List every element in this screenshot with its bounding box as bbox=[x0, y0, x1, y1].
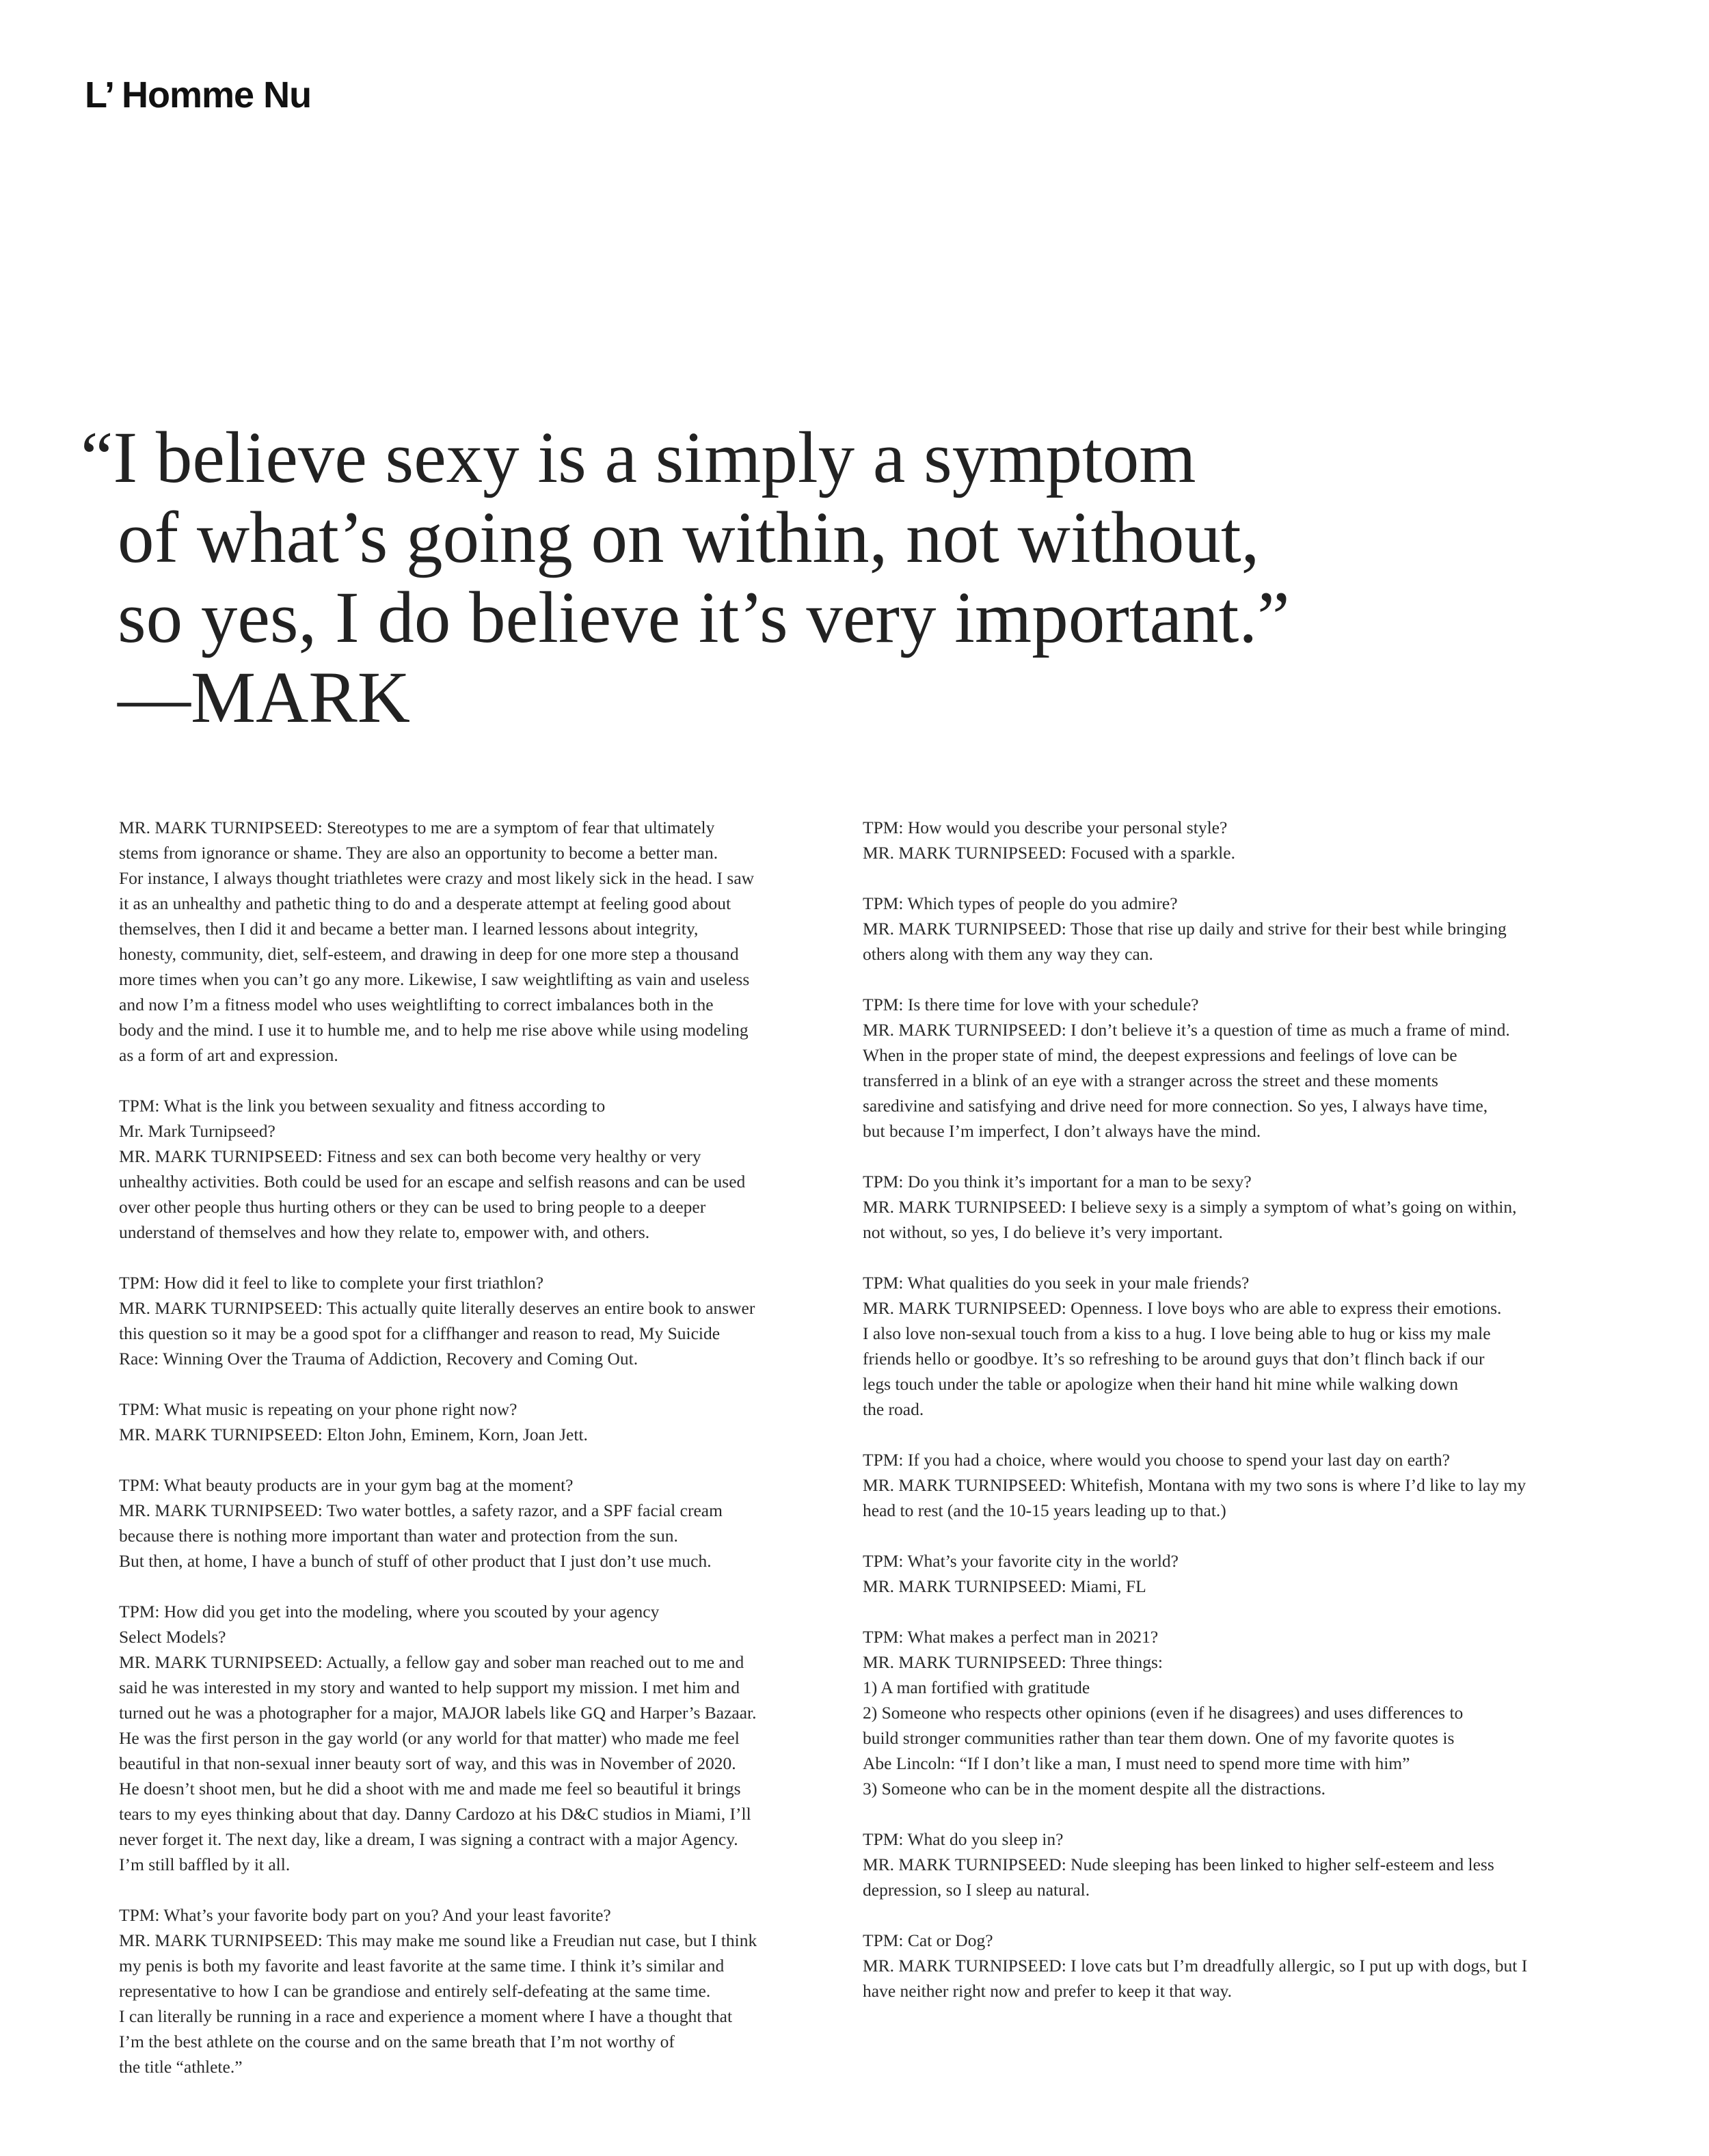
text-line: When in the proper state of mind, the deepest expressions and feelings of love can be bbox=[863, 1045, 1457, 1065]
text-line: TPM: What qualities do you seek in your male friends? bbox=[863, 1273, 1250, 1293]
text-line: TPM: Is there time for love with your schedule? bbox=[863, 995, 1199, 1014]
interview-paragraph bbox=[863, 1827, 1601, 1902]
interview-right-column bbox=[863, 815, 1601, 2029]
interview-paragraph bbox=[119, 1472, 844, 1574]
text-line: MR. MARK TURNIPSEED: Nude sleeping has been linked to higher self-esteem and less bbox=[863, 1855, 1494, 1874]
text-line: I can literally be running in a race and experience a moment where I have a thought that bbox=[119, 2006, 733, 2026]
interview-paragraph bbox=[863, 815, 1601, 865]
text-line: build stronger communities rather than tear them down. One of my favorite quotes is bbox=[863, 1728, 1455, 1748]
text-line: TPM: What’s your favorite city in the world? bbox=[863, 1551, 1179, 1571]
text-line: He was the first person in the gay world (or any world for that matter) who made me feel bbox=[119, 1728, 740, 1748]
text-line: 3) Someone who can be in the moment despite all the distractions. bbox=[863, 1779, 1326, 1798]
interview-paragraph bbox=[863, 1169, 1601, 1245]
text-line: stems from ignorance or shame. They are also an opportunity to become a better man. bbox=[119, 843, 718, 863]
interview-paragraph bbox=[863, 1624, 1601, 1801]
text-line: head to rest (and the 10-15 years leading up to that.) bbox=[863, 1500, 1226, 1520]
text-line: never forget it. The next day, like a dream, I was signing a contract with a major Agency. bbox=[119, 1829, 738, 1849]
text-line: turned out he was a photographer for a major, MAJOR labels like GQ and Harper’s Bazaar. bbox=[119, 1703, 757, 1723]
pull-quote-line: “I believe sexy is a simply a symptom bbox=[81, 418, 1196, 498]
text-line: TPM: How would you describe your personal style? bbox=[863, 818, 1228, 837]
text-line: MR. MARK TURNIPSEED: Fitness and sex can both become very healthy or very bbox=[119, 1146, 701, 1166]
text-line: I’m the best athlete on the course and on the same breath that I’m not worthy of bbox=[119, 2032, 675, 2051]
text-line: MR. MARK TURNIPSEED: Actually, a fellow gay and sober man reached out to me and bbox=[119, 1652, 744, 1672]
magazine-brand: L’ Homme Nu bbox=[85, 75, 312, 116]
text-line: TPM: Do you think it’s important for a man to be sexy? bbox=[863, 1172, 1252, 1191]
text-line: MR. MARK TURNIPSEED: Elton John, Eminem, Korn, Joan Jett. bbox=[119, 1425, 588, 1444]
text-line: TPM: Which types of people do you admire? bbox=[863, 893, 1178, 913]
text-line: as a form of art and expression. bbox=[119, 1045, 338, 1065]
text-line: But then, at home, I have a bunch of stuff of other product that I just don’t use much. bbox=[119, 1551, 712, 1571]
text-line: He doesn’t shoot men, but he did a shoot with me and made me feel so beautiful it brings bbox=[119, 1779, 741, 1798]
text-line: TPM: What beauty products are in your gym bag at the moment? bbox=[119, 1475, 574, 1495]
text-line: others along with them any way they can. bbox=[863, 944, 1153, 964]
interview-paragraph bbox=[863, 1928, 1601, 2004]
text-line: MR. MARK TURNIPSEED: I don’t believe it’s a question of time as much a frame of mind. bbox=[863, 1020, 1510, 1040]
text-line: said he was interested in my story and wanted to help support my mission. I met him and bbox=[119, 1677, 740, 1697]
text-line: transferred in a blink of an eye with a stranger across the street and these moments bbox=[863, 1070, 1438, 1090]
text-line: this question so it may be a good spot for a cliffhanger and reason to read, My Suicide bbox=[119, 1323, 721, 1343]
text-line: it as an unhealthy and pathetic thing to do and a desperate attempt at feeling good about bbox=[119, 893, 731, 913]
text-line: Select Models? bbox=[119, 1627, 226, 1647]
text-line: TPM: What’s your favorite body part on you? And your least favorite? bbox=[119, 1905, 611, 1925]
text-line: MR. MARK TURNIPSEED: Focused with a sparkle. bbox=[863, 843, 1235, 863]
text-line: themselves, then I did it and became a better man. I learned lessons about integrity, bbox=[119, 919, 699, 939]
text-line: MR. MARK TURNIPSEED: I love cats but I’m dreadfully allergic, so I put up with dogs, but I bbox=[863, 1956, 1528, 1976]
text-line: MR. MARK TURNIPSEED: Whitefish, Montana with my two sons is where I’d like to lay my bbox=[863, 1475, 1526, 1495]
text-line: and now I’m a fitness model who uses weightlifting to correct imbalances both in the bbox=[119, 995, 714, 1014]
text-line: the title “athlete.” bbox=[119, 2057, 243, 2077]
text-line: Mr. Mark Turnipseed? bbox=[119, 1121, 275, 1141]
text-line: honesty, community, diet, self-esteem, and drawing in deep for one more step a thousand bbox=[119, 944, 739, 964]
text-line: TPM: What is the link you between sexuality and fitness according to bbox=[119, 1096, 606, 1116]
interview-paragraph bbox=[119, 1093, 844, 1245]
text-line: TPM: If you had a choice, where would you choose to spend your last day on earth? bbox=[863, 1450, 1450, 1470]
text-line: but because I’m imperfect, I don’t always have the mind. bbox=[863, 1121, 1261, 1141]
text-line: MR. MARK TURNIPSEED: I believe sexy is a simply a symptom of what’s going on within, bbox=[863, 1197, 1517, 1217]
text-line: more times when you can’t go any more. Likewise, I saw weightlifting as vain and useless bbox=[119, 969, 750, 989]
text-line: not without, so yes, I do believe it’s very important. bbox=[863, 1222, 1223, 1242]
interview-paragraph bbox=[863, 1270, 1601, 1422]
pull-quote-line: of what’s going on within, not without, bbox=[118, 498, 1260, 578]
interview-paragraph bbox=[863, 1447, 1601, 1523]
text-line: representative to how I can be grandiose and entirely self-defeating at the same time. bbox=[119, 1981, 711, 2001]
text-line: TPM: What do you sleep in? bbox=[863, 1829, 1064, 1849]
text-line: TPM: What music is repeating on your phone right now? bbox=[119, 1399, 517, 1419]
text-line: MR. MARK TURNIPSEED: Miami, FL bbox=[863, 1576, 1146, 1596]
pull-quote bbox=[81, 418, 1448, 738]
text-line: TPM: Cat or Dog? bbox=[863, 1930, 993, 1950]
interview-left-column bbox=[119, 815, 844, 2105]
text-line: unhealthy activities. Both could be used for an escape and selfish reasons and can be used bbox=[119, 1172, 746, 1191]
text-line: legs touch under the table or apologize when their hand hit mine while walking down bbox=[863, 1374, 1459, 1394]
text-line: MR. MARK TURNIPSEED: Three things: bbox=[863, 1652, 1163, 1672]
text-line: MR. MARK TURNIPSEED: This actually quite literally deserves an entire book to answer bbox=[119, 1298, 755, 1318]
text-line: MR. MARK TURNIPSEED: This may make me sound like a Freudian nut case, but I think bbox=[119, 1930, 757, 1950]
interview-paragraph bbox=[119, 1902, 844, 2079]
text-line: body and the mind. I use it to humble me, and to help me rise above while using modeling bbox=[119, 1020, 749, 1040]
text-line: MR. MARK TURNIPSEED: Two water bottles, a safety razor, and a SPF facial cream bbox=[119, 1500, 723, 1520]
text-line: MR. MARK TURNIPSEED: Openness. I love boys who are able to express their emotions. bbox=[863, 1298, 1502, 1318]
interview-paragraph bbox=[119, 1270, 844, 1371]
text-line: I’m still baffled by it all. bbox=[119, 1855, 291, 1874]
interview-paragraph bbox=[863, 1548, 1601, 1599]
pull-quote-line: so yes, I do believe it’s very important.” bbox=[118, 578, 1290, 658]
text-line: 2) Someone who respects other opinions (even if he disagrees) and uses differences to bbox=[863, 1703, 1464, 1723]
text-line: MR. MARK TURNIPSEED: Stereotypes to me are a symptom of fear that ultimately bbox=[119, 818, 715, 837]
text-line: Race: Winning Over the Trauma of Addiction, Recovery and Coming Out. bbox=[119, 1349, 638, 1369]
text-line: have neither right now and prefer to keep it that way. bbox=[863, 1981, 1233, 2001]
text-line: beautiful in that non-sexual inner beauty sort of way, and this was in November of 2020. bbox=[119, 1753, 736, 1773]
text-line: because there is nothing more important than water and protection from the sun. bbox=[119, 1526, 678, 1546]
text-line: friends hello or goodbye. It’s so refreshing to be around guys that don’t flinch back if our bbox=[863, 1349, 1485, 1369]
text-line: saredivine and satisfying and drive need for more connection. So yes, I always have time, bbox=[863, 1096, 1488, 1116]
text-line: my penis is both my favorite and least favorite at the same time. I think it’s similar and bbox=[119, 1956, 725, 1976]
interview-paragraph bbox=[863, 891, 1601, 967]
text-line: TPM: How did you get into the modeling, where you scouted by your agency bbox=[119, 1602, 660, 1621]
text-line: Abe Lincoln: “If I don’t like a man, I must need to spend more time with him” bbox=[863, 1753, 1410, 1773]
text-line: 1) A man fortified with gratitude bbox=[863, 1677, 1090, 1697]
interview-paragraph bbox=[863, 992, 1601, 1144]
text-line: For instance, I always thought triathletes were crazy and most likely sick in the head. I saw bbox=[119, 868, 755, 888]
text-line: I also love non-sexual touch from a kiss to a hug. I love being able to hug or kiss my male bbox=[863, 1323, 1491, 1343]
text-line: TPM: How did it feel to like to complete your first triathlon? bbox=[119, 1273, 544, 1293]
interview-paragraph bbox=[119, 1397, 844, 1447]
interview-paragraph bbox=[119, 815, 844, 1068]
text-line: MR. MARK TURNIPSEED: Those that rise up daily and strive for their best while bringing bbox=[863, 919, 1507, 939]
pull-quote-attribution: —MARK bbox=[118, 658, 411, 738]
interview-paragraph bbox=[119, 1599, 844, 1877]
text-line: depression, so I sleep au natural. bbox=[863, 1880, 1090, 1900]
text-line: tears to my eyes thinking about that day. Danny Cardozo at his D&C studios in Miami, I’ll bbox=[119, 1804, 751, 1824]
text-line: the road. bbox=[863, 1399, 924, 1419]
text-line: understand of themselves and how they relate to, empower with, and others. bbox=[119, 1222, 650, 1242]
text-line: over other people thus hurting others or they can be used to bring people to a deeper bbox=[119, 1197, 706, 1217]
text-line: TPM: What makes a perfect man in 2021? bbox=[863, 1627, 1159, 1647]
